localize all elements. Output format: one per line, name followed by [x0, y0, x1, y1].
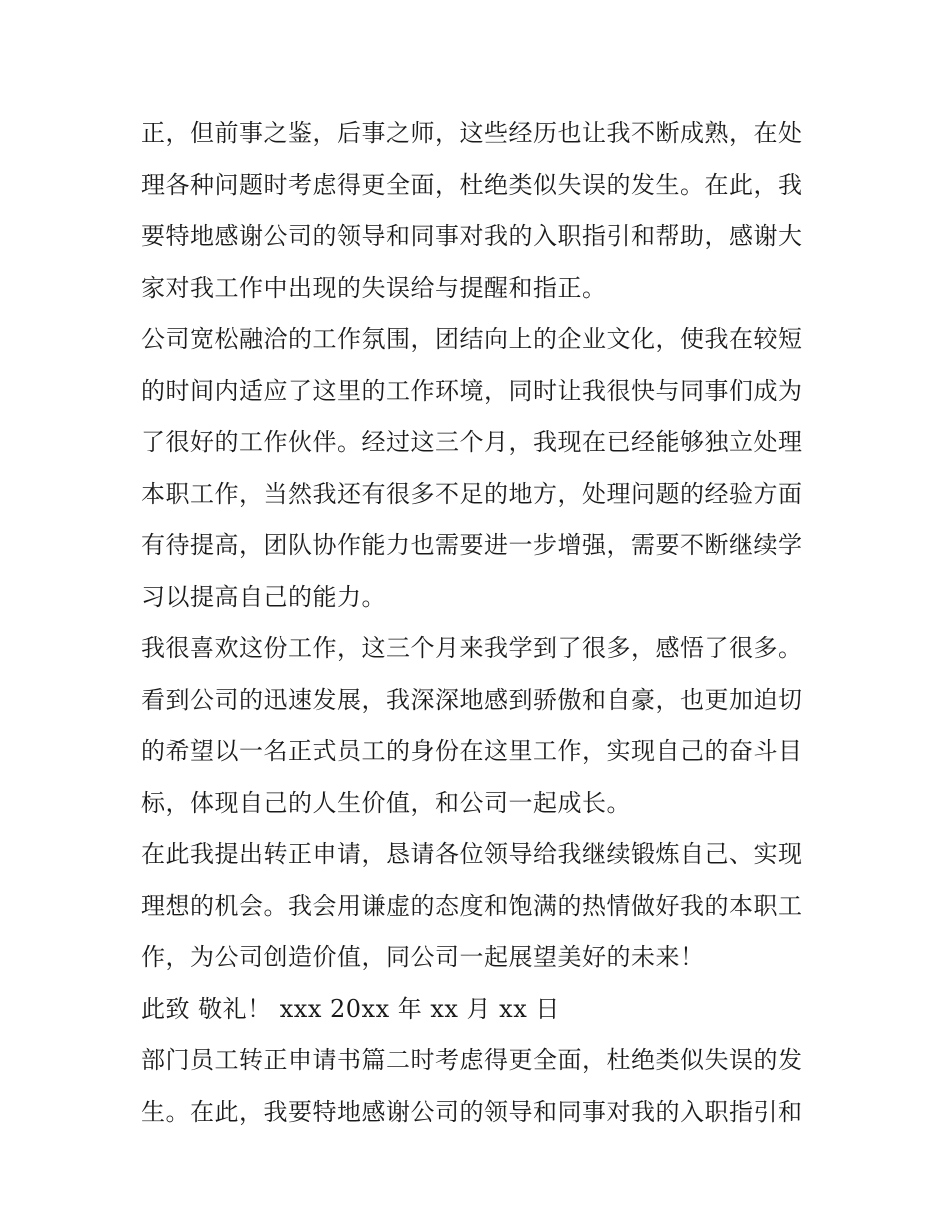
body-text: [141, 108, 821, 1138]
text-line: 部门员工转正申请书篇二时考虑得更全面，杜绝类似失误的发: [141, 1046, 803, 1074]
text-line: 有待提高，团队协作能力也需要进一步增强，需要不断继续学: [141, 531, 803, 559]
text-line: 生。在此，我要特地感谢公司的领导和同事对我的入职指引和: [141, 1097, 803, 1126]
text-line: 公司宽松融洽的工作氛围，团结向上的企业文化，使我在较短: [141, 325, 803, 353]
text-line: 的时间内适应了这里的工作环境，同时让我很快与同事们成为: [141, 376, 803, 405]
text-line: 了很好的工作伙伴。经过这三个月，我现在已经能够独立处理: [141, 428, 803, 456]
text-line: 标，体现自己的人生价值，和公司一起成长。: [141, 788, 631, 817]
text-line: 理想的机会。我会用谦虚的态度和饱满的热情做好我的本职工: [141, 891, 803, 920]
signature-line: 此致 敬礼！ xxx 20xx 年 xx 月 xx 日: [141, 994, 560, 1023]
text-line: 本职工作，当然我还有很多不足的地方，处理问题的经验方面: [141, 479, 803, 508]
text-line: 家对我工作中出现的失误给与提醒和指正。: [141, 273, 607, 302]
text-line: 作，为公司创造价值，同公司一起展望美好的未来！: [141, 943, 705, 971]
text-line: 的希望以一名正式员工的身份在这里工作，实现自己的奋斗目: [141, 737, 803, 765]
text-line: 看到公司的迅速发展，我深深地感到骄傲和自豪，也更加迫切: [141, 685, 803, 714]
text-line: 习以提高自己的能力。: [141, 582, 386, 611]
text-line: 我很喜欢这份工作，这三个月来我学到了很多，感悟了很多。: [141, 634, 803, 662]
text-line: 理各种问题时考虑得更全面，杜绝类似失误的发生。在此，我: [141, 170, 803, 199]
text-line: 正，但前事之鉴，后事之师，这些经历也让我不断成熟，在处: [141, 119, 803, 147]
text-line: 要特地感谢公司的领导和同事对我的入职指引和帮助，感谢大: [141, 222, 803, 250]
text-line: 在此我提出转正申请，恳请各位领导给我继续锻炼自己、实现: [141, 840, 803, 868]
